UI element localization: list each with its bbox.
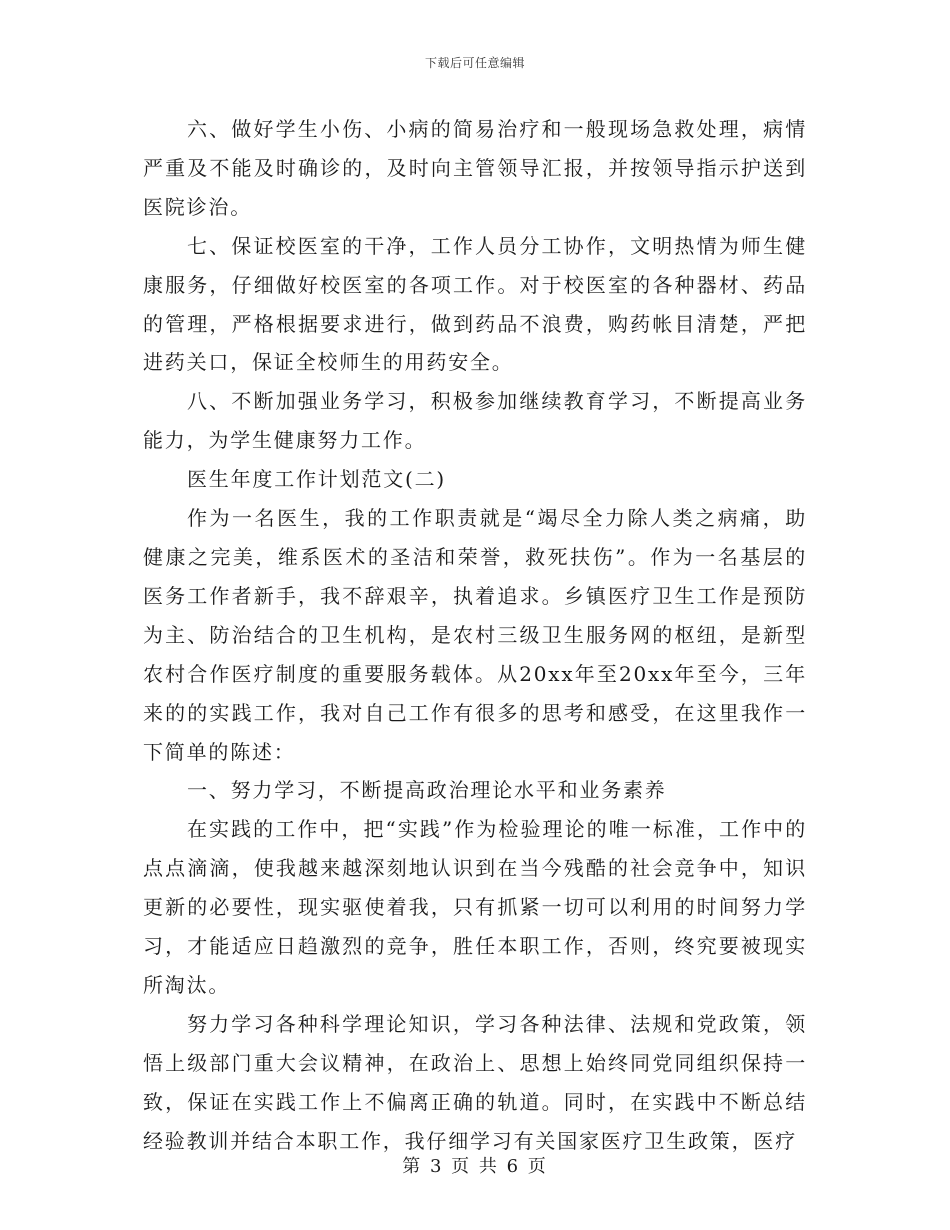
paragraph-study: 努力学习各种科学理论知识，学习各种法律、法规和党政策，领悟上级部门重大会议精神，在政治上、思想上始终同党同组织保持一致，保证在实践工作上不偏离正确的轨道。同时，在实践中不断总结经验教训并结合本职工作，我仔细学习有关国家医疗卫生政策，医疗 (143, 1011, 807, 1153)
page-number: 第 3 页 共 6 页 (402, 1156, 548, 1177)
paragraph-item-eight: 八、不断加强业务学习，积极参加继续教育学习，不断提高业务能力，为学生健康努力工作。 (143, 389, 807, 453)
subsection-heading: 一、努力学习，不断提高政治理论水平和业务素养 (187, 778, 667, 803)
paragraph-practice: 在实践的工作中，把“实践”作为检验理论的唯一标准，工作中的点点滴滴，使我越来越深刻地认识到在当今残酷的社会竞争中，知识更新的必要性，现实驱使着我，只有抓紧一切可以利用的时间努力学习，才能适应日趋激烈的竞争，胜任本职工作，否则，终究要被现实所淘汰。 (143, 817, 807, 997)
section-title: 医生年度工作计划范文(二) (187, 467, 447, 492)
document-body (143, 110, 807, 1160)
paragraph-item-seven: 七、保证校医室的干净，工作人员分工协作，文明热情为师生健康服务，仔细做好校医室的各项工作。对于校医室的各种器材、药品的管理，严格根据要求进行，做到药品不浪费，购药帐目清楚，严把进药关口，保证全校师生的用药安全。 (143, 233, 807, 375)
paragraph-item-six: 六、做好学生小伤、小病的简易治疗和一般现场急救处理，病情严重及不能及时确诊的，及时向主管领导汇报，并按领导指示护送到医院诊治。 (143, 117, 807, 219)
page-header-note: 下载后可任意编辑 (424, 56, 525, 70)
paragraph-intro: 作为一名医生，我的工作职责就是“竭尽全力除人类之病痛，助健康之完美，维系医术的圣洁和荣誉，救死扶伤”。作为一名基层的医务工作者新手，我不辞艰辛，执着追求。乡镇医疗卫生工作是预防为主、防治结合的卫生机构，是农村三级卫生服务网的枢纽，是新型农村合作医疗制度的重要服务载体。从20xx年至20xx年至今，三年来的的实践工作，我对自己工作有很多的思考和感受，在这里我作一下简单的陈述： (143, 506, 807, 764)
